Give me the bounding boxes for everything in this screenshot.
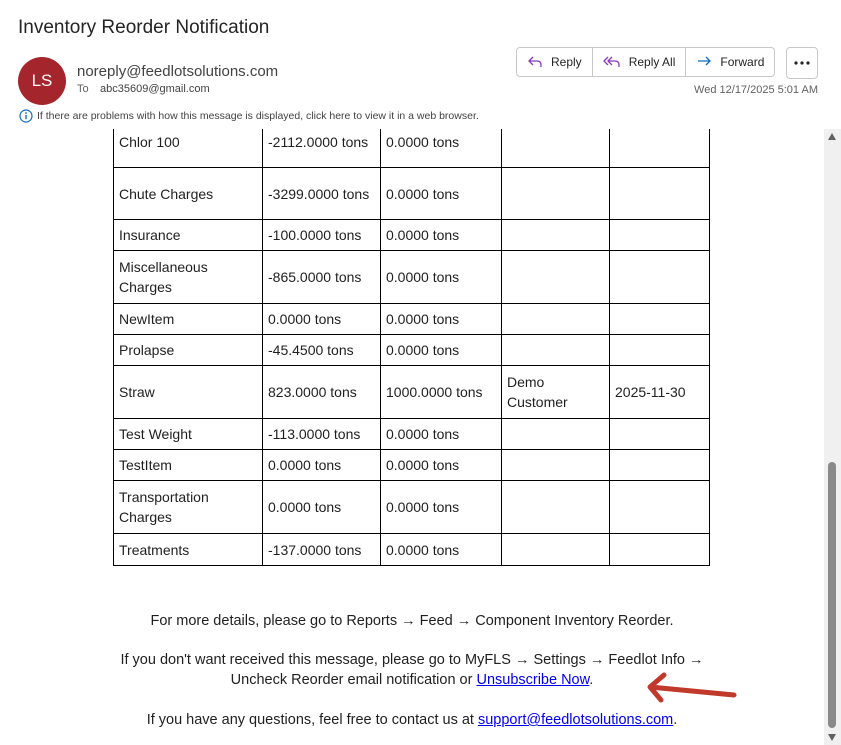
reorder-level-cell: 0.0000 tons xyxy=(381,129,502,168)
table-row xyxy=(114,366,710,419)
email-subject: Inventory Reorder Notification xyxy=(18,17,270,38)
date-cell xyxy=(610,335,710,366)
reorder-level-cell: 0.0000 tons xyxy=(381,335,502,366)
table-row xyxy=(114,481,710,534)
date-cell xyxy=(610,251,710,304)
on-hand-cell: -100.0000 tons xyxy=(263,220,381,251)
unsubscribe-prefix: Uncheck Reorder email notification or xyxy=(230,672,477,688)
info-notice-text: If there are problems with how this message is displayed, click here to view it in a web browser. xyxy=(37,110,479,122)
red-arrow-annotation xyxy=(620,669,738,705)
reorder-level-cell: 0.0000 tons xyxy=(381,304,502,335)
on-hand-cell: 0.0000 tons xyxy=(263,450,381,481)
customer-cell: Demo Customer xyxy=(502,366,610,419)
reorder-level-cell: 0.0000 tons xyxy=(381,481,502,534)
item-name-cell: Chute Charges xyxy=(114,168,263,220)
table-row xyxy=(114,304,710,335)
unsubscribe-link[interactable]: Unsubscribe Now xyxy=(476,672,590,688)
item-name-cell: NewItem xyxy=(114,304,263,335)
date-cell xyxy=(610,534,710,566)
reply-all-icon xyxy=(603,55,621,69)
reply-all-label: Reply All xyxy=(628,55,676,69)
on-hand-cell: -865.0000 tons xyxy=(263,251,381,304)
unsubscribe-suffix: . xyxy=(589,672,594,688)
date-cell xyxy=(610,168,710,220)
avatar[interactable]: LS xyxy=(18,57,66,105)
item-name-cell: Chlor 100 xyxy=(114,129,263,168)
item-name-cell: Miscellaneous Charges xyxy=(114,251,263,304)
on-hand-cell: -3299.0000 tons xyxy=(263,168,381,220)
item-name-cell: Straw xyxy=(114,366,263,419)
contact-suffix: . xyxy=(673,712,678,728)
on-hand-cell: 0.0000 tons xyxy=(263,304,381,335)
customer-cell xyxy=(502,168,610,220)
sent-date: Wed 12/17/2025 5:01 AM xyxy=(694,84,818,96)
reply-icon xyxy=(527,55,543,69)
table-row xyxy=(114,168,710,220)
date-cell xyxy=(610,419,710,450)
inventory-table xyxy=(113,129,710,566)
forward-label: Forward xyxy=(720,55,765,69)
reorder-level-cell: 0.0000 tons xyxy=(381,220,502,251)
unsubscribe-line-1: If you don't want received this message, please go to MyFLS → Settings → Feedlot Info → xyxy=(120,652,704,668)
reply-label: Reply xyxy=(551,55,582,69)
reorder-level-cell: 0.0000 tons xyxy=(381,534,502,566)
on-hand-cell: 823.0000 tons xyxy=(263,366,381,419)
support-email-link[interactable]: support@feedlotsolutions.com xyxy=(477,712,674,728)
more-actions-button[interactable] xyxy=(786,47,818,79)
customer-cell xyxy=(502,419,610,450)
forward-icon xyxy=(696,55,712,69)
message-actions xyxy=(516,47,775,77)
contact-paragraph xyxy=(0,710,824,730)
item-name-cell: Insurance xyxy=(114,220,263,251)
customer-cell xyxy=(502,481,610,534)
to-label: To xyxy=(77,83,89,95)
on-hand-cell: -2112.0000 tons xyxy=(263,129,381,168)
customer-cell xyxy=(502,450,610,481)
recipient-address[interactable]: abc35609@gmail.com xyxy=(100,83,210,95)
info-icon xyxy=(19,109,33,123)
item-name-cell: Prolapse xyxy=(114,335,263,366)
customer-cell xyxy=(502,251,610,304)
date-cell: 2025-11-30 xyxy=(610,366,710,419)
reorder-level-cell: 0.0000 tons xyxy=(381,450,502,481)
display-problem-notice[interactable] xyxy=(19,109,479,123)
date-cell xyxy=(610,304,710,335)
details-text: For more details, please go to Reports → Feed → Component Inventory Reorder. xyxy=(150,613,674,629)
date-cell xyxy=(610,450,710,481)
reorder-level-cell: 1000.0000 tons xyxy=(381,366,502,419)
scrollbar-thumb[interactable] xyxy=(828,462,836,728)
customer-cell xyxy=(502,220,610,251)
reply-all-button[interactable] xyxy=(593,47,687,77)
table-row xyxy=(114,220,710,251)
table-row xyxy=(114,419,710,450)
table-row xyxy=(114,335,710,366)
on-hand-cell: -137.0000 tons xyxy=(263,534,381,566)
customer-cell xyxy=(502,335,610,366)
item-name-cell: TestItem xyxy=(114,450,263,481)
sender-address[interactable]: noreply@feedlotsolutions.com xyxy=(77,63,279,80)
table-row xyxy=(114,450,710,481)
forward-button[interactable] xyxy=(686,47,775,77)
table-row xyxy=(114,534,710,566)
scroll-up-arrow-icon[interactable] xyxy=(828,133,836,140)
item-name-cell: Transportation Charges xyxy=(114,481,263,534)
scroll-down-arrow-icon[interactable] xyxy=(828,734,836,741)
on-hand-cell: -113.0000 tons xyxy=(263,419,381,450)
date-cell xyxy=(610,129,710,168)
item-name-cell: Treatments xyxy=(114,534,263,566)
reorder-level-cell: 0.0000 tons xyxy=(381,419,502,450)
reply-button[interactable] xyxy=(516,47,593,77)
on-hand-cell: -45.4500 tons xyxy=(263,335,381,366)
reorder-level-cell: 0.0000 tons xyxy=(381,251,502,304)
customer-cell xyxy=(502,304,610,335)
item-name-cell: Test Weight xyxy=(114,419,263,450)
customer-cell xyxy=(502,129,610,168)
table-row xyxy=(114,251,710,304)
ellipsis-icon xyxy=(794,61,810,65)
date-cell xyxy=(610,481,710,534)
on-hand-cell: 0.0000 tons xyxy=(263,481,381,534)
reorder-level-cell: 0.0000 tons xyxy=(381,168,502,220)
vertical-scrollbar[interactable] xyxy=(824,129,841,745)
date-cell xyxy=(610,220,710,251)
customer-cell xyxy=(502,534,610,566)
contact-prefix: If you have any questions, feel free to contact us at xyxy=(146,712,478,728)
table-row xyxy=(114,129,710,168)
